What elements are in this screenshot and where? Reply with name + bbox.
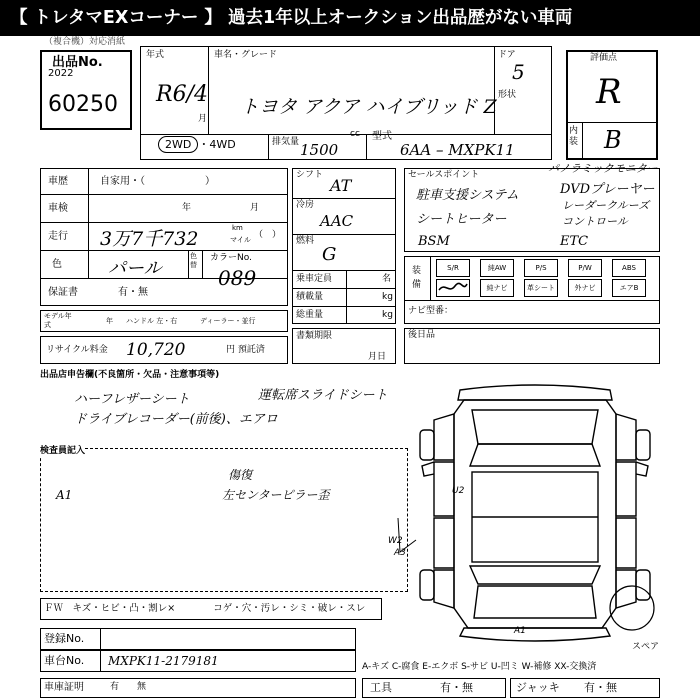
- lot-year: 2022: [48, 68, 74, 79]
- sales-point-item-7: ETC: [560, 234, 589, 249]
- exhibitor-note-3: ドライブレコーダー(前後)、エアロ: [74, 412, 278, 427]
- equipment-abs: ABS: [612, 259, 646, 277]
- load-unit: kg: [382, 292, 393, 302]
- sales-point-item-1: 駐車支援システム: [416, 188, 519, 203]
- score-value: R: [596, 72, 622, 112]
- equipment-leather-seat: 革シート: [524, 279, 558, 297]
- car-name-value: トヨタ アクア ハイブリッド Z: [240, 96, 497, 118]
- model-code-label: 型式: [372, 131, 392, 142]
- drive-selector: [158, 138, 236, 152]
- inspection-label: 車検: [48, 203, 68, 214]
- model-year-value: R6/4: [156, 82, 208, 107]
- sales-point-item-4: パノラミックモニター: [548, 162, 658, 175]
- model-year-unit: 月: [198, 114, 208, 124]
- weight-label: 総重量: [296, 310, 324, 320]
- mileage-label: 走行: [48, 231, 68, 242]
- displacement-unit: cc: [350, 129, 360, 139]
- equipment-ps: P/S: [524, 259, 558, 277]
- scribble-mark-icon: [437, 280, 469, 296]
- sales-point-item-6: レーダークルーズコントロール: [562, 199, 650, 228]
- inspector-notes-box: [40, 448, 408, 592]
- displacement-value: 1500: [300, 141, 339, 159]
- equipment-external-navi: 外ナビ: [568, 279, 602, 297]
- mileage-unit-mile: マイル: [230, 236, 251, 244]
- equipment-pw: P/W: [568, 259, 602, 277]
- top-note: （複合機）対応消紙: [44, 37, 126, 47]
- inspection-year: 年: [182, 203, 192, 213]
- sales-point-item-2: シートヒーター: [416, 212, 507, 227]
- inspector-notes-label: 検査員記入: [40, 446, 86, 456]
- garage-cert-label: 車庫証明: [44, 682, 84, 693]
- banner-text: 【 トレタマEXコーナー 】 過去1年以上オークション出品歴がない車両: [10, 8, 573, 28]
- shape-label: 形状: [498, 90, 517, 100]
- car-damage-diagram: [410, 380, 660, 644]
- navi-model-label: ナビ型番：: [408, 306, 454, 316]
- garage-cert-options: 有 無: [110, 682, 147, 692]
- recycle-value: 10,720: [126, 340, 186, 360]
- color-value: パール: [108, 258, 162, 279]
- warranty-value: 有・無: [118, 287, 148, 298]
- chassis-value: MXPK11-2179181: [108, 654, 219, 668]
- load-label: 積載量: [296, 292, 324, 302]
- model-row-year: 年: [106, 317, 113, 325]
- color-no-label: カラーNo.: [210, 253, 252, 263]
- color-no-value: 089: [218, 266, 257, 290]
- shift-label: シフト: [296, 170, 324, 180]
- score-label: 評価点: [590, 53, 618, 63]
- fuel-label: 燃料: [296, 236, 315, 246]
- equipment-aw: 純AW: [480, 259, 514, 277]
- weight-unit: kg: [382, 310, 393, 320]
- docs-unit: 月日: [368, 352, 387, 362]
- tools-label: 工具: [370, 681, 392, 694]
- drive-2wd: 2WD: [158, 136, 198, 153]
- lot-number: 60250: [48, 92, 118, 117]
- diagram-mark-w2: W2: [388, 536, 403, 546]
- after-date-box: [404, 328, 660, 364]
- exhibitor-note-2: 運転席スライドシート: [258, 388, 388, 403]
- w2-leader-icon: [396, 516, 418, 556]
- inspector-note-right-1: 傷復: [228, 468, 253, 482]
- doors-label: ドア: [498, 50, 516, 60]
- sales-point-item-3: BSM: [418, 234, 450, 249]
- chassis-label: 車台No.: [44, 654, 85, 667]
- jack-label: ジャッキ: [516, 681, 560, 694]
- shift-value: AT: [330, 176, 352, 195]
- doors-value: 5: [512, 60, 525, 84]
- diagram-mark-a1: A1: [514, 626, 526, 636]
- model-year-label: 年式: [146, 50, 165, 60]
- inspection-month: 月: [250, 203, 260, 213]
- diagram-mark-u2: U2: [452, 486, 465, 496]
- registration-box: [40, 628, 356, 650]
- sales-point-label: セールスポイント: [408, 170, 480, 180]
- lot-box: [40, 50, 132, 130]
- ac-label: 冷房: [296, 200, 315, 210]
- equipment-label: 装備: [412, 266, 422, 290]
- model-row-label: モデル年式: [44, 312, 72, 329]
- color-label: 色: [52, 259, 62, 270]
- equipment-sr: S/R: [436, 259, 470, 277]
- garage-cert-box: [40, 678, 356, 698]
- fuel-value: G: [322, 244, 337, 265]
- recycle-label: リサイクル料金: [46, 345, 108, 355]
- mileage-unit-km: km: [232, 224, 243, 232]
- model-code-value: 6AA – MXPK11: [400, 141, 515, 159]
- banner: [0, 0, 700, 36]
- displacement-label: 排気量: [272, 137, 300, 147]
- model-row-handle: ハンドル 左・右: [126, 317, 178, 325]
- drive-4wd: 4WD: [209, 138, 236, 151]
- color-change-label: 色替: [190, 252, 197, 269]
- after-date-label: 後日品: [408, 330, 436, 340]
- ac-value: AAC: [320, 212, 354, 230]
- mileage-paren: （ ）: [254, 230, 282, 240]
- registration-label: 登録No.: [44, 632, 85, 645]
- history-label: 車歴: [48, 176, 68, 187]
- equipment-scribble-cell: [436, 279, 470, 297]
- inspector-note-left: A1: [56, 488, 73, 502]
- equipment-airbag: エアB: [612, 279, 646, 297]
- docs-label: 書類期限: [296, 331, 333, 341]
- interior-label: 内装: [569, 126, 579, 147]
- car-name-label: 車名・グレード: [214, 50, 278, 60]
- inspector-note-right-2: 左センターピラー歪: [222, 488, 330, 502]
- exhibitor-note-1: ハーフレザーシート: [74, 392, 190, 407]
- history-value: 自家用・（ ）: [100, 176, 215, 187]
- drive-sep: ・: [198, 138, 210, 151]
- recycle-unit: 円 預託済: [226, 345, 265, 355]
- model-row-dealer: ディーラー・並行: [200, 317, 256, 325]
- equipment-genuine-navi: 純ナビ: [480, 279, 514, 297]
- tools-value: 有・無: [440, 681, 473, 694]
- warranty-label: 保証書: [48, 287, 78, 298]
- exhibitor-notes-label: 出品店申告欄(不良箇所・欠品・注意事項等): [40, 370, 220, 380]
- capacity-label: 乗車定員: [296, 274, 333, 284]
- jack-value: 有・無: [584, 681, 617, 694]
- mileage-value: 3万7千732: [100, 228, 199, 250]
- interior-value: B: [604, 126, 622, 154]
- lot-label: 出品No.: [52, 55, 103, 70]
- diagram-mark-a3: A3: [394, 548, 406, 558]
- fw-row-text: ＦＷ キズ・ヒビ・凸・割レ× コゲ・穴・汚レ・シミ・破レ・スレ: [44, 603, 366, 614]
- sales-point-item-5: DVDプレーヤー: [560, 182, 655, 197]
- capacity-unit: 名: [382, 274, 392, 284]
- spare-label: スペア: [632, 642, 660, 652]
- damage-legend: A-キズ C-腐食 E-エクボ S-サビ U-凹ミ W-補修 XX-交換済: [362, 662, 597, 672]
